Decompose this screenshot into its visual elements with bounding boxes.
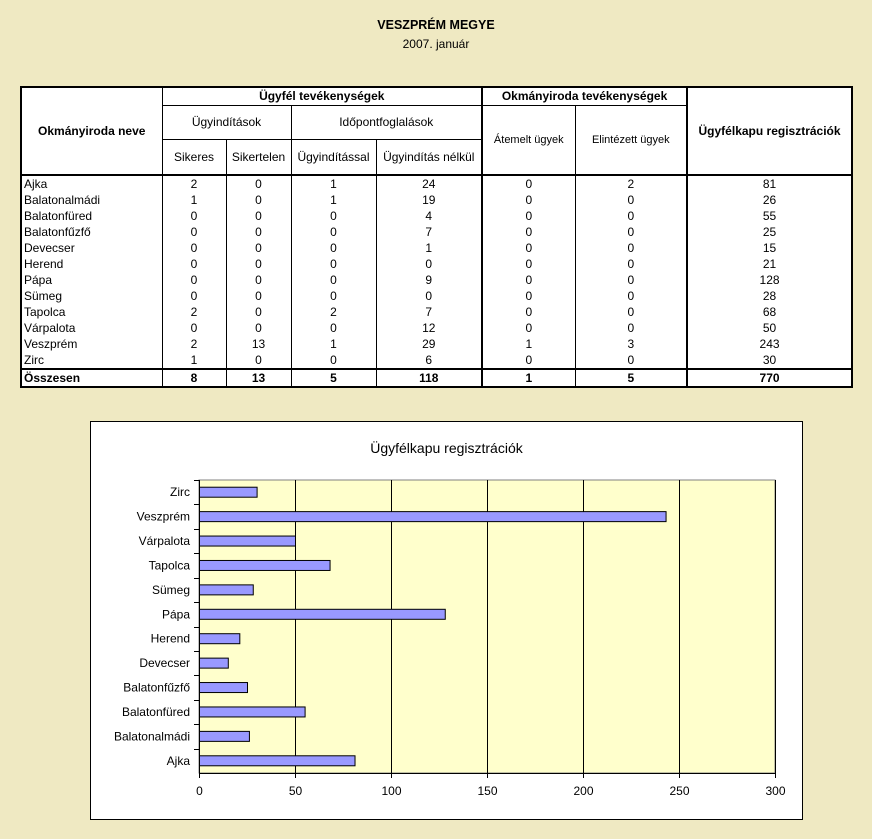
cell-atemelt: 0 [482, 320, 575, 336]
bar-Várpalota [200, 536, 296, 546]
table-row [21, 352, 852, 369]
data-table [20, 86, 853, 388]
cell-ugyinditas-nelkul: 19 [376, 192, 482, 208]
header-ugyinditasok: Ügyindítások [162, 105, 291, 140]
cell-sikertelen: 0 [226, 208, 291, 224]
cell-atemelt: 1 [482, 336, 575, 352]
cell-kapu: 50 [687, 320, 852, 336]
cell-kapu: 25 [687, 224, 852, 240]
y-tick-label: Pápa [161, 607, 190, 622]
y-tick-label: Sümeg [151, 582, 190, 597]
cell-ugyinditassal: 1 [291, 192, 376, 208]
cell-sikeres: 0 [162, 272, 226, 288]
bar-Herend [200, 634, 240, 644]
bar-Devecser [200, 658, 229, 668]
cell-kapu: 243 [687, 336, 852, 352]
header-kapu: Ügyfélkapu regisztrációk [687, 87, 852, 175]
x-tick-label: 100 [381, 784, 402, 798]
y-tick-label: Balatonalmádi [113, 729, 190, 744]
cell-office-name: Herend [21, 256, 162, 272]
cell-kapu: 26 [687, 192, 852, 208]
table-row [21, 320, 852, 336]
cell-ugyinditas-nelkul: 1 [376, 240, 482, 256]
cell-atemelt: 0 [482, 304, 575, 320]
bar-Ajka [200, 756, 356, 766]
cell-ugyinditas-nelkul: 7 [376, 224, 482, 240]
bar-Tapolca [200, 560, 331, 570]
cell-office-name: Balatonalmádi [21, 192, 162, 208]
cell-elintezett: 0 [575, 192, 687, 208]
y-tick-label: Herend [150, 631, 190, 646]
cell-sikertelen: 0 [226, 192, 291, 208]
cell-ugyinditassal: 0 [291, 256, 376, 272]
cell-sikeres: 0 [162, 224, 226, 240]
cell-ugyinditas-nelkul: 7 [376, 304, 482, 320]
cell-kapu: 81 [687, 175, 852, 192]
cell-kapu: 128 [687, 272, 852, 288]
header-sikertelen: Sikertelen [226, 140, 291, 176]
cell-ugyinditas-nelkul: 9 [376, 272, 482, 288]
cell-sikeres: 0 [162, 288, 226, 304]
cell-sikeres: 0 [162, 320, 226, 336]
cell-sikertelen: 0 [226, 272, 291, 288]
cell-office-name: Tapolca [21, 304, 162, 320]
header-idopontfoglalasok: Időpontfoglalások [291, 105, 482, 140]
cell-elintezett: 0 [575, 288, 687, 304]
cell-atemelt: 1 [482, 369, 575, 387]
cell-ugyinditas-nelkul: 24 [376, 175, 482, 192]
cell-ugyinditassal: 5 [291, 369, 376, 387]
cell-elintezett: 0 [575, 352, 687, 369]
table-row [21, 192, 852, 208]
y-tick-label: Zirc [170, 485, 190, 500]
cell-atemelt: 0 [482, 240, 575, 256]
cell-ugyinditassal: 0 [291, 208, 376, 224]
cell-kapu: 55 [687, 208, 852, 224]
x-tick-label: 250 [669, 784, 690, 798]
bar-Pápa [200, 609, 446, 619]
cell-elintezett: 0 [575, 208, 687, 224]
cell-ugyinditassal: 0 [291, 272, 376, 288]
table-row [21, 336, 852, 352]
y-tick-label: Balatonfűzfő [123, 680, 190, 695]
header-atemelt: Átemelt ügyek [482, 105, 575, 175]
cell-atemelt: 0 [482, 288, 575, 304]
page-title: VESZPRÉM MEGYE [377, 18, 495, 32]
header-ugyinditas-nelkul: Ügyindítás nélkül [376, 140, 482, 176]
cell-sikertelen: 13 [226, 369, 291, 387]
bar-Balatonfűzfő [200, 683, 248, 693]
cell-elintezett: 0 [575, 224, 687, 240]
table-row [21, 208, 852, 224]
cell-ugyinditas-nelkul: 6 [376, 352, 482, 369]
cell-office-name: Zirc [21, 352, 162, 369]
table-row [21, 240, 852, 256]
x-tick-label: 200 [573, 784, 594, 798]
cell-ugyinditassal: 2 [291, 304, 376, 320]
cell-elintezett: 0 [575, 320, 687, 336]
cell-office-name: Balatonfűzfő [21, 224, 162, 240]
page-subtitle: 2007. január [402, 37, 470, 51]
cell-ugyinditassal: 0 [291, 240, 376, 256]
table-row [21, 175, 852, 192]
cell-elintezett: 0 [575, 240, 687, 256]
y-tick-label: Tapolca [148, 558, 190, 573]
bar-Veszprém [200, 512, 667, 522]
cell-ugyinditas-nelkul: 0 [376, 288, 482, 304]
cell-atemelt: 0 [482, 175, 575, 192]
cell-sikeres: 2 [162, 336, 226, 352]
cell-ugyinditassal: 0 [291, 352, 376, 369]
cell-atemelt: 0 [482, 224, 575, 240]
table-row [21, 256, 852, 272]
cell-sikertelen: 0 [226, 304, 291, 320]
cell-atemelt: 0 [482, 192, 575, 208]
cell-ugyinditas-nelkul: 118 [376, 369, 482, 387]
cell-sikeres: 0 [162, 240, 226, 256]
cell-elintezett: 0 [575, 256, 687, 272]
chart-title: Ügyfélkapu regisztrációk [370, 440, 523, 456]
cell-atemelt: 0 [482, 272, 575, 288]
header-ugyinditassal: Ügyindítással [291, 140, 376, 176]
cell-kapu: 68 [687, 304, 852, 320]
cell-office-name: Devecser [21, 240, 162, 256]
cell-atemelt: 0 [482, 352, 575, 369]
header-group-customer: Ügyfél tevékenységek [162, 87, 482, 105]
cell-sikeres: 0 [162, 256, 226, 272]
header-office-name: Okmányiroda neve [21, 87, 162, 175]
header-sikeres: Sikeres [162, 140, 226, 176]
cell-sikertelen: 0 [226, 288, 291, 304]
x-tick-label: 150 [477, 784, 498, 798]
cell-ugyinditas-nelkul: 29 [376, 336, 482, 352]
cell-sikertelen: 0 [226, 224, 291, 240]
cell-sikeres: 2 [162, 304, 226, 320]
cell-ugyinditas-nelkul: 0 [376, 256, 482, 272]
table-row [21, 224, 852, 240]
cell-elintezett: 3 [575, 336, 687, 352]
bar-Balatonfüred [200, 707, 306, 717]
cell-office-name: Pápa [21, 272, 162, 288]
cell-ugyinditassal: 1 [291, 175, 376, 192]
cell-office-name: Várpalota [21, 320, 162, 336]
table-total-row [21, 369, 852, 387]
table-row [21, 272, 852, 288]
table-row [21, 304, 852, 320]
y-tick-label: Veszprém [136, 509, 190, 524]
cell-sikeres: 1 [162, 192, 226, 208]
chart-container [90, 421, 803, 820]
cell-sikeres: 8 [162, 369, 226, 387]
cell-sikertelen: 0 [226, 352, 291, 369]
bar-Zirc [200, 487, 258, 497]
cell-kapu: 30 [687, 352, 852, 369]
cell-sikertelen: 0 [226, 256, 291, 272]
cell-elintezett: 5 [575, 369, 687, 387]
cell-ugyinditassal: 0 [291, 288, 376, 304]
x-tick-label: 0 [196, 784, 203, 798]
y-tick-label: Devecser [139, 656, 190, 671]
cell-office-name: Balatonfüred [21, 208, 162, 224]
cell-sikertelen: 0 [226, 240, 291, 256]
cell-sikertelen: 13 [226, 336, 291, 352]
cell-elintezett: 2 [575, 175, 687, 192]
header-group-office: Okmányiroda tevékenységek [482, 87, 687, 105]
cell-office-name: Sümeg [21, 288, 162, 304]
cell-sikeres: 2 [162, 175, 226, 192]
cell-office-name: Ajka [21, 175, 162, 192]
y-tick-label: Ajka [166, 753, 190, 768]
bar-Sümeg [200, 585, 254, 595]
bar-Balatonalmádi [200, 731, 250, 741]
cell-elintezett: 0 [575, 304, 687, 320]
cell-atemelt: 0 [482, 256, 575, 272]
cell-kapu: 15 [687, 240, 852, 256]
table-row [21, 288, 852, 304]
cell-kapu: 770 [687, 369, 852, 387]
cell-ugyinditas-nelkul: 4 [376, 208, 482, 224]
cell-kapu: 21 [687, 256, 852, 272]
cell-elintezett: 0 [575, 272, 687, 288]
y-tick-label: Várpalota [138, 534, 190, 549]
cell-office-name: Veszprém [21, 336, 162, 352]
cell-sikeres: 0 [162, 208, 226, 224]
cell-ugyinditassal: 1 [291, 336, 376, 352]
x-tick-label: 300 [765, 784, 786, 798]
cell-sikertelen: 0 [226, 320, 291, 336]
bar-chart [91, 422, 802, 819]
x-tick-label: 50 [288, 784, 303, 798]
cell-atemelt: 0 [482, 208, 575, 224]
cell-sikeres: 1 [162, 352, 226, 369]
cell-sikertelen: 0 [226, 175, 291, 192]
cell-ugyinditassal: 0 [291, 224, 376, 240]
header-elintezett: Elintézett ügyek [575, 105, 687, 175]
y-tick-label: Balatonfüred [121, 704, 190, 719]
cell-ugyinditassal: 0 [291, 320, 376, 336]
cell-kapu: 28 [687, 288, 852, 304]
cell-ugyinditas-nelkul: 12 [376, 320, 482, 336]
cell-office-name: Összesen [21, 369, 162, 387]
